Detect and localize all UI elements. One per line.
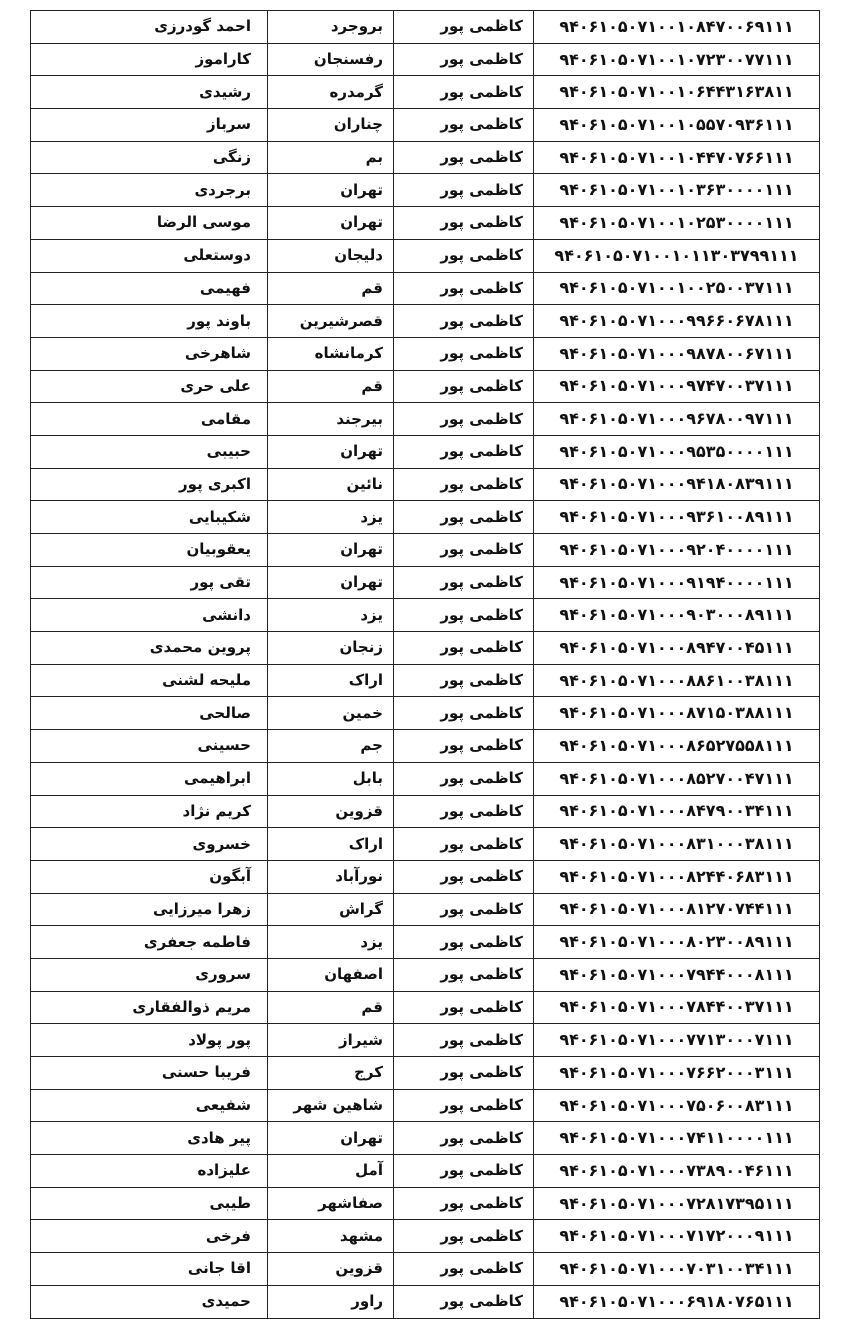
name-cell: سروری	[31, 958, 268, 991]
city-cell: تهران	[268, 174, 394, 207]
city-cell: گرمدره	[268, 76, 394, 109]
reference-code-cell: ۹۴۰۶۱۰۵۰۷۱۰۰۰۹۲۰۴۰۰۰۰۱۱۱	[534, 534, 820, 567]
surname-cell: کاظمی پور	[394, 468, 534, 501]
name-cell: حسینی	[31, 730, 268, 763]
surname-cell: کاظمی پور	[394, 109, 534, 142]
table-row	[31, 926, 820, 959]
table-row	[31, 239, 820, 272]
name-cell: صالحی	[31, 697, 268, 730]
name-cell: حمیدی	[31, 1285, 268, 1318]
surname-cell: کاظمی پور	[394, 534, 534, 567]
surname-cell: کاظمی پور	[394, 501, 534, 534]
table-row	[31, 893, 820, 926]
name-cell: حبیبی	[31, 435, 268, 468]
city-cell: تهران	[268, 207, 394, 240]
table-row	[31, 795, 820, 828]
table-row	[31, 501, 820, 534]
surname-cell: کاظمی پور	[394, 207, 534, 240]
surname-cell: کاظمی پور	[394, 632, 534, 665]
city-cell: نورآباد	[268, 860, 394, 893]
name-cell: احمد گودرزی	[31, 11, 268, 44]
surname-cell: کاظمی پور	[394, 435, 534, 468]
table-row	[31, 1089, 820, 1122]
city-cell: تهران	[268, 435, 394, 468]
reference-code-cell: ۹۴۰۶۱۰۵۰۷۱۰۰۱۰۱۱۳۰۳۷۹۹۱۱۱	[534, 239, 820, 272]
city-cell: یزد	[268, 926, 394, 959]
city-cell: قزوین	[268, 1253, 394, 1286]
name-cell: ابراهیمی	[31, 762, 268, 795]
table-row	[31, 435, 820, 468]
table-row	[31, 566, 820, 599]
city-cell: تهران	[268, 1122, 394, 1155]
name-cell: دوستعلی	[31, 239, 268, 272]
name-cell: علیزاده	[31, 1155, 268, 1188]
surname-cell: کاظمی پور	[394, 370, 534, 403]
records-table	[30, 10, 820, 1319]
surname-cell: کاظمی پور	[394, 43, 534, 76]
surname-cell: کاظمی پور	[394, 1057, 534, 1090]
surname-cell: کاظمی پور	[394, 403, 534, 436]
name-cell: فاطمه جعفری	[31, 926, 268, 959]
table-row	[31, 207, 820, 240]
table-row	[31, 174, 820, 207]
city-cell: کرج	[268, 1057, 394, 1090]
name-cell: شکیبایی	[31, 501, 268, 534]
table-row	[31, 337, 820, 370]
table-row	[31, 599, 820, 632]
city-cell: آمل	[268, 1155, 394, 1188]
city-cell: چناران	[268, 109, 394, 142]
surname-cell: کاظمی پور	[394, 697, 534, 730]
city-cell: زنجان	[268, 632, 394, 665]
city-cell: یزد	[268, 501, 394, 534]
table-row	[31, 468, 820, 501]
table-row	[31, 1285, 820, 1318]
surname-cell: کاظمی پور	[394, 664, 534, 697]
surname-cell: کاظمی پور	[394, 828, 534, 861]
reference-code-cell: ۹۴۰۶۱۰۵۰۷۱۰۰۱۰۳۶۳۰۰۰۰۱۱۱	[534, 174, 820, 207]
name-cell: پیر هادی	[31, 1122, 268, 1155]
table-row	[31, 1057, 820, 1090]
city-cell: قم	[268, 272, 394, 305]
reference-code-cell: ۹۴۰۶۱۰۵۰۷۱۰۰۰۸۴۷۹۰۰۳۴۱۱۱	[534, 795, 820, 828]
reference-code-cell: ۹۴۰۶۱۰۵۰۷۱۰۰۱۰۸۴۷۰۰۶۹۱۱۱	[534, 11, 820, 44]
surname-cell: کاظمی پور	[394, 991, 534, 1024]
name-cell: پور پولاد	[31, 1024, 268, 1057]
reference-code-cell: ۹۴۰۶۱۰۵۰۷۱۰۰۰۸۸۶۱۰۰۳۸۱۱۱	[534, 664, 820, 697]
name-cell: رشیدی	[31, 76, 268, 109]
reference-code-cell: ۹۴۰۶۱۰۵۰۷۱۰۰۰۸۳۱۰۰۰۳۸۱۱۱	[534, 828, 820, 861]
reference-code-cell: ۹۴۰۶۱۰۵۰۷۱۰۰۱۰۴۴۷۰۷۶۶۱۱۱	[534, 141, 820, 174]
surname-cell: کاظمی پور	[394, 1253, 534, 1286]
reference-code-cell: ۹۴۰۶۱۰۵۰۷۱۰۰۰۸۵۲۷۰۰۴۷۱۱۱	[534, 762, 820, 795]
table-row	[31, 828, 820, 861]
name-cell: اکبری پور	[31, 468, 268, 501]
name-cell: برجردی	[31, 174, 268, 207]
name-cell: فهیمی	[31, 272, 268, 305]
table-row	[31, 370, 820, 403]
name-cell: فریبا حسنی	[31, 1057, 268, 1090]
surname-cell: کاظمی پور	[394, 1155, 534, 1188]
city-cell: راور	[268, 1285, 394, 1318]
name-cell: شاهرخی	[31, 337, 268, 370]
table-row	[31, 272, 820, 305]
reference-code-cell: ۹۴۰۶۱۰۵۰۷۱۰۰۰۹۴۱۸۰۸۳۹۱۱۱	[534, 468, 820, 501]
name-cell: زنگی	[31, 141, 268, 174]
city-cell: مشهد	[268, 1220, 394, 1253]
reference-code-cell: ۹۴۰۶۱۰۵۰۷۱۰۰۰۷۲۸۱۷۳۹۵۱۱۱	[534, 1187, 820, 1220]
surname-cell: کاظمی پور	[394, 76, 534, 109]
surname-cell: کاظمی پور	[394, 893, 534, 926]
table-row	[31, 1155, 820, 1188]
city-cell: شاهین شهر	[268, 1089, 394, 1122]
city-cell: گراش	[268, 893, 394, 926]
reference-code-cell: ۹۴۰۶۱۰۵۰۷۱۰۰۰۹۷۴۷۰۰۳۷۱۱۱	[534, 370, 820, 403]
city-cell: جم	[268, 730, 394, 763]
surname-cell: کاظمی پور	[394, 239, 534, 272]
table-row	[31, 1253, 820, 1286]
city-cell: دلیجان	[268, 239, 394, 272]
table-row	[31, 1122, 820, 1155]
name-cell: آبگون	[31, 860, 268, 893]
surname-cell: کاظمی پور	[394, 272, 534, 305]
surname-cell: کاظمی پور	[394, 599, 534, 632]
surname-cell: کاظمی پور	[394, 141, 534, 174]
city-cell: اصفهان	[268, 958, 394, 991]
table-row	[31, 11, 820, 44]
reference-code-cell: ۹۴۰۶۱۰۵۰۷۱۰۰۰۹۳۶۱۰۰۸۹۱۱۱	[534, 501, 820, 534]
table-row	[31, 1220, 820, 1253]
city-cell: بم	[268, 141, 394, 174]
city-cell: رفسنجان	[268, 43, 394, 76]
name-cell: باوند پور	[31, 305, 268, 338]
surname-cell: کاظمی پور	[394, 1024, 534, 1057]
table-row	[31, 958, 820, 991]
city-cell: اراک	[268, 828, 394, 861]
reference-code-cell: ۹۴۰۶۱۰۵۰۷۱۰۰۰۷۳۸۹۰۰۴۶۱۱۱	[534, 1155, 820, 1188]
table-row	[31, 1024, 820, 1057]
reference-code-cell: ۹۴۰۶۱۰۵۰۷۱۰۰۰۸۶۵۲۷۵۵۸۱۱۱	[534, 730, 820, 763]
city-cell: نائین	[268, 468, 394, 501]
name-cell: مقامی	[31, 403, 268, 436]
name-cell: پروین محمدی	[31, 632, 268, 665]
name-cell: زهرا میرزایی	[31, 893, 268, 926]
table-row	[31, 76, 820, 109]
name-cell: دانشی	[31, 599, 268, 632]
surname-cell: کاظمی پور	[394, 958, 534, 991]
reference-code-cell: ۹۴۰۶۱۰۵۰۷۱۰۰۰۷۶۶۲۰۰۰۳۱۱۱	[534, 1057, 820, 1090]
reference-code-cell: ۹۴۰۶۱۰۵۰۷۱۰۰۱۰۲۵۳۰۰۰۰۱۱۱	[534, 207, 820, 240]
surname-cell: کاظمی پور	[394, 795, 534, 828]
surname-cell: کاظمی پور	[394, 730, 534, 763]
reference-code-cell: ۹۴۰۶۱۰۵۰۷۱۰۰۱۰۷۲۳۰۰۷۷۱۱۱	[534, 43, 820, 76]
table-row	[31, 534, 820, 567]
reference-code-cell: ۹۴۰۶۱۰۵۰۷۱۰۰۰۷۱۷۲۰۰۰۹۱۱۱	[534, 1220, 820, 1253]
city-cell: تهران	[268, 566, 394, 599]
table-row	[31, 762, 820, 795]
reference-code-cell: ۹۴۰۶۱۰۵۰۷۱۰۰۰۷۵۰۶۰۰۸۳۱۱۱	[534, 1089, 820, 1122]
surname-cell: کاظمی پور	[394, 1220, 534, 1253]
city-cell: شیراز	[268, 1024, 394, 1057]
table-row	[31, 141, 820, 174]
surname-cell: کاظمی پور	[394, 305, 534, 338]
table-row	[31, 109, 820, 142]
table-row	[31, 860, 820, 893]
reference-code-cell: ۹۴۰۶۱۰۵۰۷۱۰۰۰۷۹۴۴۰۰۰۸۱۱۱	[534, 958, 820, 991]
reference-code-cell: ۹۴۰۶۱۰۵۰۷۱۰۰۰۶۹۱۸۰۷۶۵۱۱۱	[534, 1285, 820, 1318]
table-row	[31, 43, 820, 76]
reference-code-cell: ۹۴۰۶۱۰۵۰۷۱۰۰۱۰۰۲۵۰۰۳۷۱۱۱	[534, 272, 820, 305]
table-row	[31, 730, 820, 763]
name-cell: مریم ذوالفقاری	[31, 991, 268, 1024]
city-cell: بروجرد	[268, 11, 394, 44]
city-cell: بیرجند	[268, 403, 394, 436]
reference-code-cell: ۹۴۰۶۱۰۵۰۷۱۰۰۰۹۵۳۵۰۰۰۰۱۱۱	[534, 435, 820, 468]
name-cell: طیبی	[31, 1187, 268, 1220]
city-cell: صفاشهر	[268, 1187, 394, 1220]
reference-code-cell: ۹۴۰۶۱۰۵۰۷۱۰۰۰۹۹۶۶۰۶۷۸۱۱۱	[534, 305, 820, 338]
name-cell: یعقوبیان	[31, 534, 268, 567]
reference-code-cell: ۹۴۰۶۱۰۵۰۷۱۰۰۰۸۰۲۳۰۰۸۹۱۱۱	[534, 926, 820, 959]
city-cell: قم	[268, 991, 394, 1024]
city-cell: خمین	[268, 697, 394, 730]
reference-code-cell: ۹۴۰۶۱۰۵۰۷۱۰۰۰۷۴۱۱۰۰۰۰۱۱۱	[534, 1122, 820, 1155]
surname-cell: کاظمی پور	[394, 566, 534, 599]
name-cell: کاراموز	[31, 43, 268, 76]
name-cell: ملیحه لشنی	[31, 664, 268, 697]
name-cell: خسروی	[31, 828, 268, 861]
surname-cell: کاظمی پور	[394, 1122, 534, 1155]
city-cell: قم	[268, 370, 394, 403]
name-cell: علی حری	[31, 370, 268, 403]
reference-code-cell: ۹۴۰۶۱۰۵۰۷۱۰۰۰۸۷۱۵۰۳۸۸۱۱۱	[534, 697, 820, 730]
name-cell: شفیعی	[31, 1089, 268, 1122]
city-cell: بابل	[268, 762, 394, 795]
reference-code-cell: ۹۴۰۶۱۰۵۰۷۱۰۰۰۹۱۹۴۰۰۰۰۱۱۱	[534, 566, 820, 599]
table-row	[31, 991, 820, 1024]
surname-cell: کاظمی پور	[394, 1089, 534, 1122]
reference-code-cell: ۹۴۰۶۱۰۵۰۷۱۰۰۰۹۰۳۰۰۰۸۹۱۱۱	[534, 599, 820, 632]
reference-code-cell: ۹۴۰۶۱۰۵۰۷۱۰۰۰۷۰۳۱۰۰۳۴۱۱۱	[534, 1253, 820, 1286]
name-cell: اقا جانی	[31, 1253, 268, 1286]
name-cell: فرخی	[31, 1220, 268, 1253]
city-cell: کرمانشاه	[268, 337, 394, 370]
table-row	[31, 403, 820, 436]
reference-code-cell: ۹۴۰۶۱۰۵۰۷۱۰۰۰۷۸۴۴۰۰۳۷۱۱۱	[534, 991, 820, 1024]
reference-code-cell: ۹۴۰۶۱۰۵۰۷۱۰۰۰۷۷۱۳۰۰۰۷۱۱۱	[534, 1024, 820, 1057]
surname-cell: کاظمی پور	[394, 1187, 534, 1220]
table-row	[31, 697, 820, 730]
name-cell: سرباز	[31, 109, 268, 142]
city-cell: قصرشیرین	[268, 305, 394, 338]
reference-code-cell: ۹۴۰۶۱۰۵۰۷۱۰۰۰۸۹۴۷۰۰۴۵۱۱۱	[534, 632, 820, 665]
reference-code-cell: ۹۴۰۶۱۰۵۰۷۱۰۰۰۹۶۷۸۰۰۹۷۱۱۱	[534, 403, 820, 436]
table-row	[31, 1187, 820, 1220]
table-row	[31, 664, 820, 697]
surname-cell: کاظمی پور	[394, 926, 534, 959]
name-cell: کریم نژاد	[31, 795, 268, 828]
name-cell: تقی پور	[31, 566, 268, 599]
table-row	[31, 632, 820, 665]
surname-cell: کاظمی پور	[394, 337, 534, 370]
records-table-body	[31, 11, 820, 1319]
city-cell: قزوین	[268, 795, 394, 828]
city-cell: یزد	[268, 599, 394, 632]
table-row	[31, 305, 820, 338]
name-cell: موسی الرضا	[31, 207, 268, 240]
surname-cell: کاظمی پور	[394, 762, 534, 795]
reference-code-cell: ۹۴۰۶۱۰۵۰۷۱۰۰۱۰۵۵۷۰۹۳۶۱۱۱	[534, 109, 820, 142]
reference-code-cell: ۹۴۰۶۱۰۵۰۷۱۰۰۰۸۱۲۷۰۷۴۴۱۱۱	[534, 893, 820, 926]
surname-cell: کاظمی پور	[394, 860, 534, 893]
surname-cell: کاظمی پور	[394, 11, 534, 44]
reference-code-cell: ۹۴۰۶۱۰۵۰۷۱۰۰۰۹۸۷۸۰۰۶۷۱۱۱	[534, 337, 820, 370]
surname-cell: کاظمی پور	[394, 174, 534, 207]
city-cell: تهران	[268, 534, 394, 567]
surname-cell: کاظمی پور	[394, 1285, 534, 1318]
city-cell: اراک	[268, 664, 394, 697]
reference-code-cell: ۹۴۰۶۱۰۵۰۷۱۰۰۱۰۶۴۴۳۱۶۳۸۱۱	[534, 76, 820, 109]
reference-code-cell: ۹۴۰۶۱۰۵۰۷۱۰۰۰۸۲۴۴۰۶۸۳۱۱۱	[534, 860, 820, 893]
